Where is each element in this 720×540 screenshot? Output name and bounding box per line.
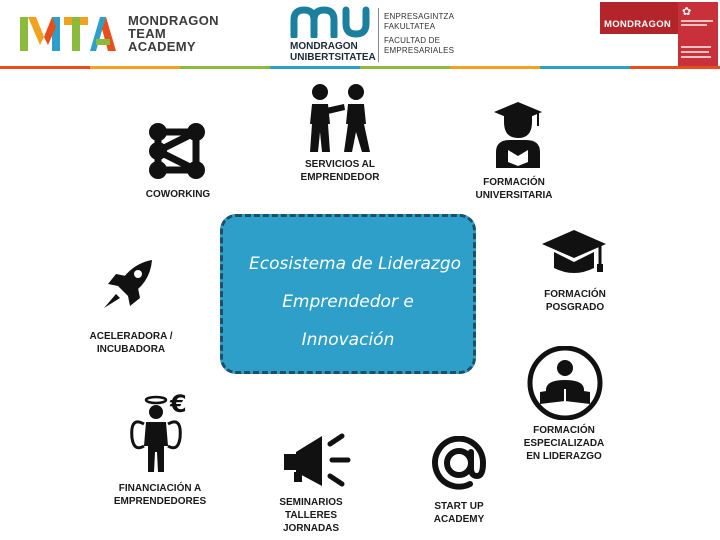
- mondragon-emblem-icon: ✿: [682, 6, 692, 18]
- aceleradora-label: [84, 330, 178, 356]
- universitaria-label-line-1: FORMACIÓN: [483, 177, 545, 188]
- stripe-seg-1: [0, 66, 90, 69]
- startup-label: [418, 500, 500, 526]
- stripe-seg-4: [270, 66, 360, 69]
- mu-logo-mark: [290, 6, 372, 38]
- startup-label-line-2: ACADEMY: [433, 514, 485, 525]
- handshake-people-icon: [300, 82, 380, 154]
- mu-faculty-text: [384, 12, 454, 55]
- financiacion-label-line-2: EMPRENDEDORES: [113, 496, 207, 507]
- mta-line-1: MONDRAGON: [128, 12, 219, 28]
- stripe-seg-6: [450, 66, 540, 69]
- liderazgo-label-line-1: FORMACIÓN: [533, 425, 595, 436]
- at-sign-icon: [432, 436, 486, 492]
- mu-name-line-1: MONDRAGON: [290, 41, 358, 52]
- stripe-seg-2: [90, 66, 180, 69]
- financiacion-label: [108, 482, 212, 508]
- seminarios-label: [266, 496, 356, 535]
- coworking-label: [140, 188, 216, 201]
- mondragon-corporation-logo[interactable]: [600, 2, 718, 66]
- liderazgo-label-line-2: ESPECIALIZADA: [523, 438, 605, 449]
- mta-logo[interactable]: [18, 12, 219, 54]
- aceleradora-label-line-1: ACELERADORA /: [89, 331, 173, 342]
- ecosystem-title-line-1: Ecosistema de Liderazgo: [249, 254, 462, 274]
- seminarios-label-line-1: SEMINARIOS: [279, 497, 343, 508]
- stripe-seg-7: [540, 66, 630, 69]
- posgrado-label-line-2: POSGRADO: [545, 302, 605, 313]
- mta-line-2: TEAM: [128, 25, 167, 41]
- mu-name: [290, 41, 376, 63]
- mta-logo-mark: [18, 13, 118, 53]
- servicios-label-line-2: EMPRENDEDOR: [300, 172, 380, 183]
- mta-line-3: ACADEMY: [128, 38, 196, 54]
- rocket-icon: [100, 258, 156, 312]
- mu-sub-line-3: FACULTAD DE: [384, 36, 441, 45]
- stripe-seg-3: [180, 66, 270, 69]
- mondragon-side-panel: [678, 2, 718, 66]
- header-color-stripe: [0, 66, 720, 69]
- servicios-label-line-1: SERVICIOS AL: [304, 159, 375, 170]
- liderazgo-label-line-3: EN LIDERAZGO: [526, 451, 602, 462]
- mu-name-line-2: UNIBERTSITATEA: [290, 52, 376, 63]
- liderazgo-label: [514, 424, 614, 463]
- megaphone-icon: [282, 430, 352, 490]
- reading-person-icon: [526, 346, 604, 420]
- graduation-cap-icon: [540, 226, 608, 278]
- mondragon-label: MONDRAGON: [600, 2, 678, 34]
- ecosystem-title-line-2: Emprendedor e: [282, 292, 414, 312]
- share-network-icon: [146, 120, 208, 184]
- graduate-student-icon: [492, 100, 546, 168]
- posgrado-label: [530, 288, 620, 314]
- mu-sub-line-2: FAKULTATEA: [384, 21, 436, 31]
- header-bar: [0, 0, 720, 68]
- ecosystem-title-line-3: Innovación: [301, 330, 395, 350]
- startup-label-line-1: START UP: [434, 501, 484, 512]
- ecosystem-title: [223, 245, 473, 359]
- mta-logo-text: [128, 14, 219, 53]
- posgrado-label-line-1: FORMACIÓN: [544, 289, 606, 300]
- mu-sub-line-1: ENPRESAGINTZA: [384, 12, 455, 21]
- universitaria-label: [466, 176, 562, 202]
- universitaria-label-line-2: UNIVERSITARIA: [475, 190, 553, 201]
- seminarios-label-line-3: JORNADAS: [282, 523, 340, 534]
- ecosystem-center-box: [220, 214, 476, 374]
- mu-sub-line-4: EMPRESARIALES: [384, 45, 455, 55]
- financiacion-label-line-1: FINANCIACIÓN A: [118, 483, 202, 494]
- coworking-label-line-1: COWORKING: [145, 189, 211, 200]
- seminarios-label-line-2: TALLERES: [284, 510, 338, 521]
- stripe-seg-5: [360, 66, 450, 69]
- mu-divider: [378, 8, 379, 62]
- stripe-seg-8: [630, 66, 720, 69]
- servicios-label: [290, 158, 390, 184]
- aceleradora-label-line-2: INCUBADORA: [96, 344, 166, 355]
- euro-icon: €: [170, 390, 187, 418]
